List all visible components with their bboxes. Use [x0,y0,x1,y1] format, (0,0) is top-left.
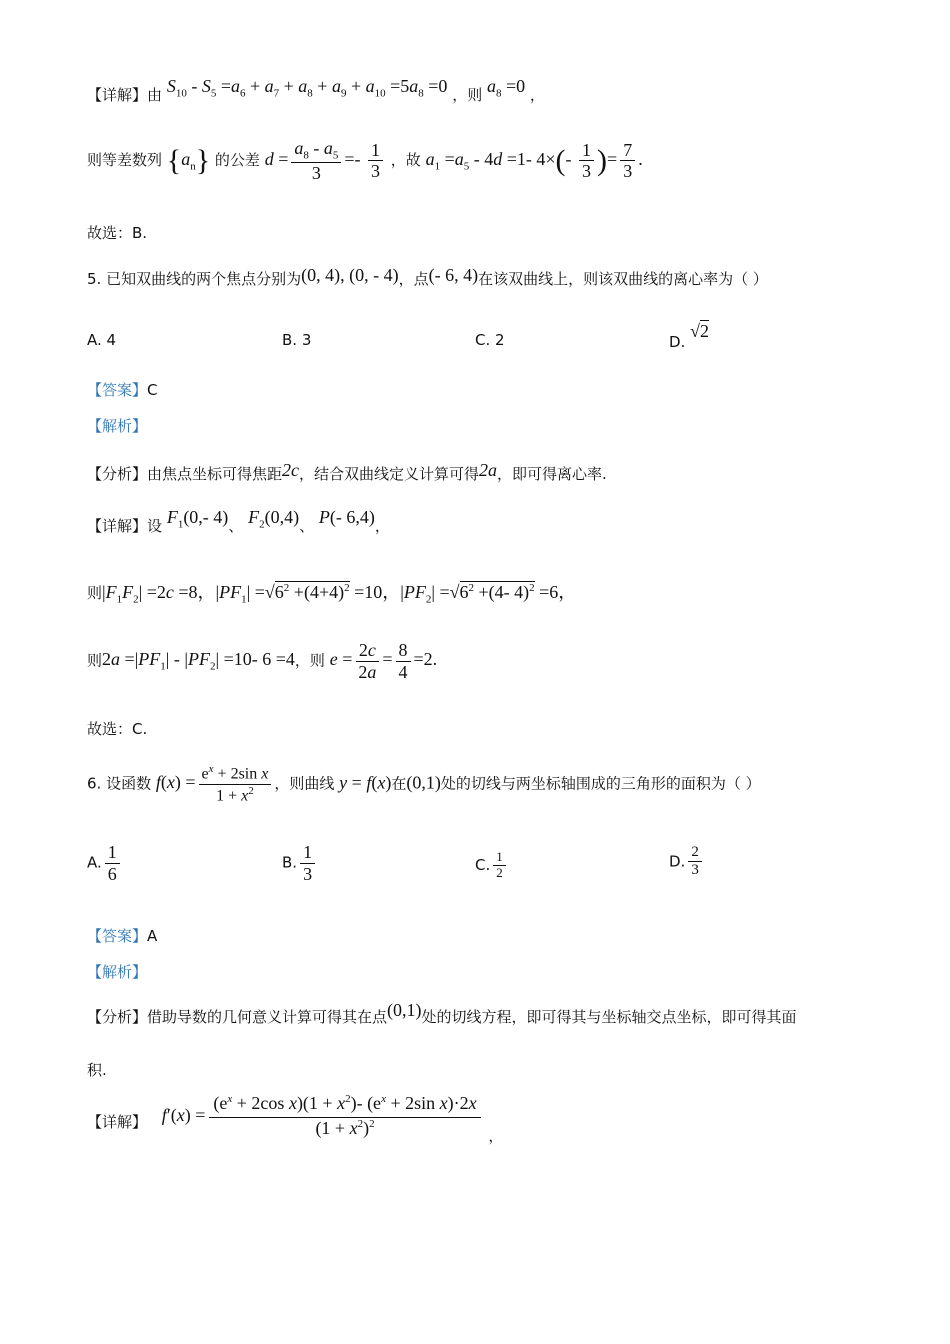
text: 在该双曲线上，则该双曲线的离心率为（ ） [478,270,768,288]
formula-point01: (0,1) [406,772,441,793]
text: ，结合双曲线定义计算可得 [299,465,480,483]
formula-2a-value: $2a =|PF_1| - |PF_2| =10-$ 6 =4 [102,649,295,673]
text: D. [669,333,691,351]
text: 由 [147,86,163,104]
text: 6. 设函数 [87,774,152,793]
fenxi-tag: 【分析】 [87,465,148,483]
text: ，则曲线 [274,774,335,793]
text: 在 [391,774,407,793]
answer-tag: 【答案】 [87,927,148,945]
formula-f2: $F_2(0,4)$ [248,507,300,531]
answer-6 [87,925,157,946]
fenxi-6 [87,1000,797,1027]
analysis-tag-6: 【解析】 [87,963,148,981]
detail-line-d [87,138,643,184]
formula-p: P(- 6,4) [318,507,375,527]
formula-2-3: $\frac{2}{3}$ [688,844,702,880]
formula-1-6: $\frac{1}{6}$ [105,842,120,884]
answer-value: A [147,927,158,945]
choose-b: 故选：B. [87,224,148,242]
formula-a8: $a_8 =0$ [486,76,526,100]
text: 则等差数列 [87,151,163,170]
option-d-6[interactable] [669,844,705,880]
text: 处的切线方程，即可得其与坐标轴交点坐标，即可得其面 [421,1008,797,1026]
question-5 [87,265,768,289]
text: 则 [87,651,103,670]
option-b[interactable]: B. 3 [282,331,312,349]
answer-5 [87,379,158,400]
formula-2c: 2c [282,460,300,480]
text: ， [488,1127,504,1146]
formula-y: y = f(x) [339,772,392,793]
text: 处的切线与两坐标轴围成的三角形的面积为（ ） [440,774,761,793]
detail-tag: 【详解】 [87,86,148,104]
formula-e: e = $\frac{2c}{2a}$ = $\frac{8}{4}$ =2. [329,640,438,682]
answer-value: C [147,381,158,399]
formula-sum: $S_{10} - S_5 =a_6 + a_7 + a_8 + a_9 + a_{10} =5a_8 =0$ [166,76,448,100]
formula-derivative: f ′( x ) = $\frac{(e^x + 2\cos x)(1 + x^2)- (e^x + 2\sin x)\cdot 2x}{(1 + x^2)^2}$ [162,1093,484,1138]
fenxi-6-cont: 积. [87,1061,107,1079]
detail-6 [87,1093,504,1146]
text: 的公差 [214,151,260,170]
text: C. [475,855,491,874]
formula-d: d = $\frac{a_8 - a_5}{3}$ =- $\frac{1}{3}$ [265,149,386,169]
formula-1-2: $\frac{1}{2}$ [493,850,506,881]
formula-fx: f(x) = $\frac{e^x + 2\sin x}{1 + x^2}$ [156,772,274,792]
option-b-6[interactable] [282,842,318,884]
formula-f1: $F_1(0,-$ 4) [166,507,229,531]
option-c[interactable]: C. 2 [475,331,505,349]
text: ，即可得离心率. [497,465,607,483]
text: D. [669,852,686,871]
option-d[interactable] [669,321,709,352]
formula-seq: $\{a_n\}$ [166,143,211,177]
option-a[interactable]: A. 4 [87,331,117,349]
formula-1-3: $\frac{1}{3}$ [300,842,315,884]
formula-point: (- 6, 4) [428,265,479,285]
text: 5. 已知双曲线的两个焦点分别为 [87,270,302,288]
fenxi-tag: 【分析】 [87,1008,148,1026]
detail-tag: 【详解】 [87,1113,148,1132]
formula-dist: $|F_1F_2| =2c =8$，$|PF_1| =√6^2 +(4+4)^2 =10$，$|PF_2| =√6^2 +(4-$ 4)$^2$ =6， [102,582,577,606]
answer-tag: 【答案】 [87,381,148,399]
text: 、 [228,517,244,535]
text: ， [529,86,545,104]
text: 、 [299,517,315,535]
formula-a1: $a_1 =a_5 - 4d =1-$ 4×(- $\frac{1}{3}$ )= $\frac{7}{3}$ . [425,139,643,182]
text: 由焦点坐标可得焦距 [147,465,283,483]
text: ，故 [390,151,421,170]
text: B. [282,853,298,872]
text: 则 [87,584,103,602]
text: ，则 [452,86,483,104]
choose-c: 故选：C. [87,720,148,738]
detail-line-sum [87,76,545,108]
analysis-tag-5: 【解析】 [87,417,148,435]
detail-5-ecc [87,640,437,682]
text: ，则 [294,651,325,670]
text: 设 [147,517,163,535]
detail-tag: 【详解】 [87,517,148,535]
formula-2a: 2a [479,460,498,480]
detail-5-set [87,507,390,539]
formula-sqrt2: √2 [690,321,709,341]
fenxi-5 [87,460,607,484]
formula-point01b: (0,1) [387,1000,422,1020]
text: ，点 [398,270,429,288]
text: 借助导数的几何意义计算可得其在点 [147,1008,388,1026]
option-a-6[interactable] [87,842,123,884]
detail-5-dist [87,578,576,606]
text: ， [374,517,390,535]
option-c-6[interactable] [475,850,509,881]
question-6 [87,763,761,805]
text: A. [87,853,102,872]
formula-foci: (0, 4), (0, - 4) [301,265,399,285]
